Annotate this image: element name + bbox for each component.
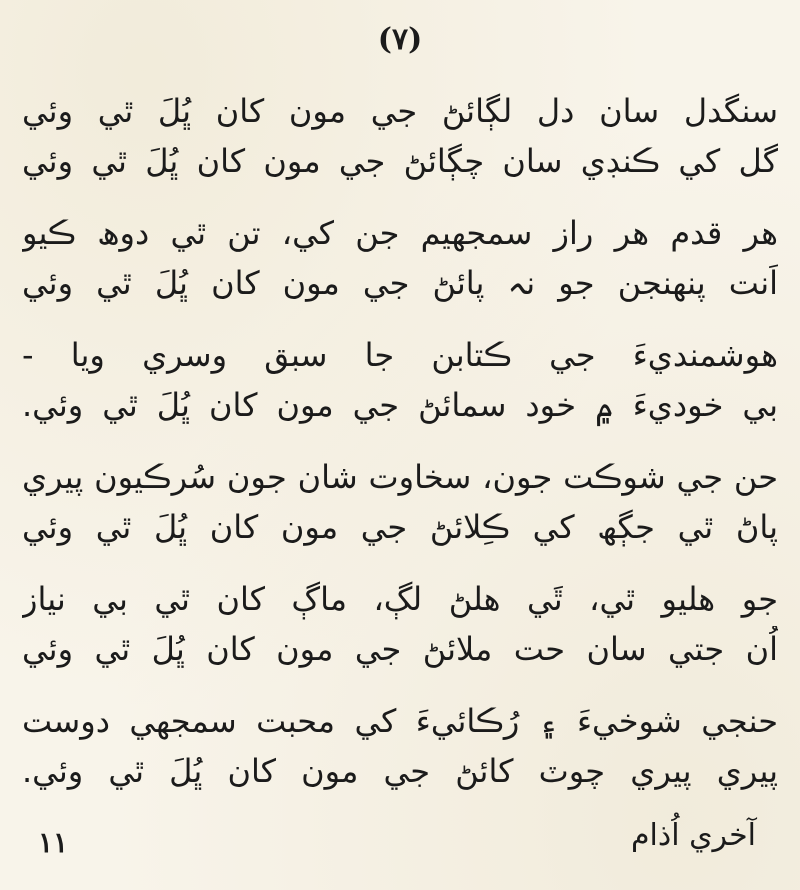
poem-body [22,88,778,820]
stanza-5 [22,576,778,698]
verse-line: حنجي شوخيءَ ۽ رُڪائيءَ کي محبت سمجهي دوست [22,702,778,740]
footer-page-marker: ۱۱ [38,826,69,859]
footer-book-title: آخري اُذام [630,818,756,853]
stanza-1 [22,88,778,210]
stanza-2 [22,210,778,332]
verse-line: حن جي شوڪت جون، سخاوت شان جون سُرڪيون پيري [22,458,778,496]
verse-line: اَنت پنهنجن جو نہ پائڻ جي مون کان ڀُلَ ٿي وئي [22,264,778,302]
verse-line: هوشمنديءَ جي ڪتابن جا سبق وسري ويا - [22,336,778,374]
verse-line: گل کي ڪنڊي سان چڳائڻ جي مون کان ڀُلَ ٿي وئي [22,142,778,180]
stanza-6 [22,698,778,820]
page-number: (٧) [377,22,423,57]
verse-line: جو هليو ٿي، ٿَي هلڻ لڳ، ماڳ کان ٿي بي نياز [22,580,778,618]
verse-line: اُن جتي سان حت ملائڻ جي مون کان ڀُلَ ٿي وئي [22,630,778,668]
verse-line: هر قدم هر راز سمجهيم جن کي، تن ٿي دوھ ڪيو [22,214,778,252]
verse-line: بي خوديءَ ۾ خود سمائڻ جي مون کان ڀُلَ ٿي وئي. [22,386,778,424]
stanza-3 [22,332,778,454]
verse-line: پاڻ ٿي جڳھ کي ڪِلائڻ جي مون کان ڀُلَ ٿي وئي [22,508,778,546]
stanza-4 [22,454,778,576]
verse-line: سنگدل سان دل لڳائڻ جي مون کان ڀُلَ ٿي وئي [22,92,778,130]
verse-line: پيري پيري چوٽ کائڻ جي مون کان ڀُلَ ٿي وئي. [22,752,778,790]
